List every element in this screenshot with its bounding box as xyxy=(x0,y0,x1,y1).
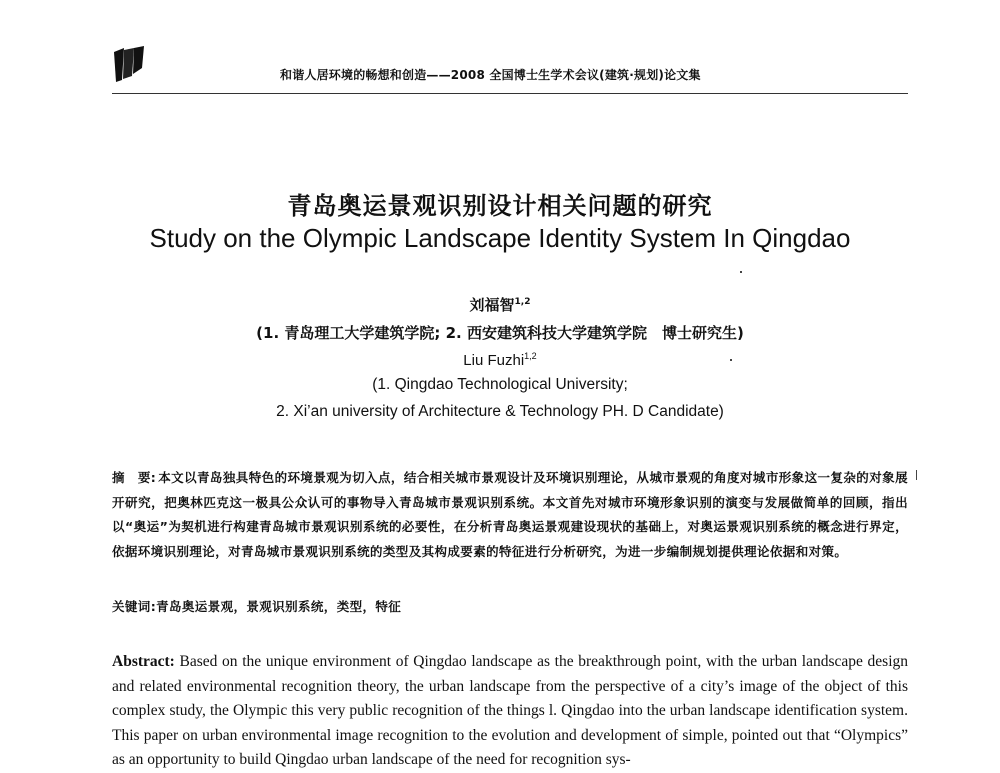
abstract-cn xyxy=(112,466,908,564)
title-english: Study on the Olympic Landscape Identity System In Qingdao xyxy=(149,223,851,253)
author-name-cn-sup: 1,2 xyxy=(514,297,531,307)
scan-speck xyxy=(740,271,742,273)
abstract-en xyxy=(112,650,908,773)
abstract-cn-text: 本文以青岛独具特色的环境景观为切入点，结合相关城市景观设计及环境识别理论，从城市景观的角度对城市形象这一复杂的对象展开研究，把奥林匹克这一极具公众认可的事物导入青岛城市景观识别系统。本文首先对城市环境形象识别的演变与发展做简单的回顾，指出以“奥运”为契机进行构建青岛城市景观识别系统的必要性，在分析青岛奥运景观建设现状的基础上，对奥运景观识别系统的概念进行界定，依据环境识别理论，对青岛城市景观识别系统的类型及其构成要素的特征进行分析研究，为进一步编制规划提供理论依据和对策。 xyxy=(112,470,908,559)
author-name-en xyxy=(0,352,1000,369)
keywords-cn-text: 青岛奥运景观，景观识别系统，类型，特征 xyxy=(156,599,402,614)
running-head: 和谐人居环境的畅想和创造——2008 全国博士生学术会议(建筑·规划)论文集 xyxy=(280,68,701,82)
affiliation-en-line-2: 2. Xi’an university of Architecture & Technology PH. D Candidate) xyxy=(276,403,724,420)
scan-speck xyxy=(916,470,917,480)
affiliation-en-line-1: (1. Qingdao Technological University; xyxy=(372,376,628,393)
scan-speck xyxy=(730,359,732,361)
author-name-en-sup: 1,2 xyxy=(524,351,537,361)
author-name-cn-text: 刘福智 xyxy=(469,296,515,314)
keywords-cn-label: 关键词: xyxy=(112,599,157,614)
header-rule xyxy=(112,93,908,94)
title-chinese: 青岛奥运景观识别设计相关问题的研究 xyxy=(287,192,713,220)
abstract-cn-label: 摘 要: xyxy=(112,470,157,485)
affiliation-cn: (1. 青岛理工大学建筑学院; 2. 西安建筑科技大学建筑学院 博士研究生) xyxy=(256,324,744,342)
proceedings-logo-icon xyxy=(112,46,146,84)
author-name-en-text: Liu Fuzhi xyxy=(463,352,525,369)
keywords-cn xyxy=(112,597,908,615)
abstract-en-text: Based on the unique environment of Qingdao landscape as the breakthrough point, with the urban landscape design and related environmental recognition theory, the urban landscape from the perspective of a city’s image of the object of this complex study, the Olympic this very public recognition of the things l. Qingdao into the urban landscape identification system. This paper on urban environmental image recognition to the evolution and development of simple, pointed out that “Olympics” as an opportunity to build Qingdao urban landscape of the need for recognition sys- xyxy=(112,653,909,768)
abstract-en-label: Abstract: xyxy=(112,653,175,670)
author-name-cn xyxy=(0,294,1000,315)
